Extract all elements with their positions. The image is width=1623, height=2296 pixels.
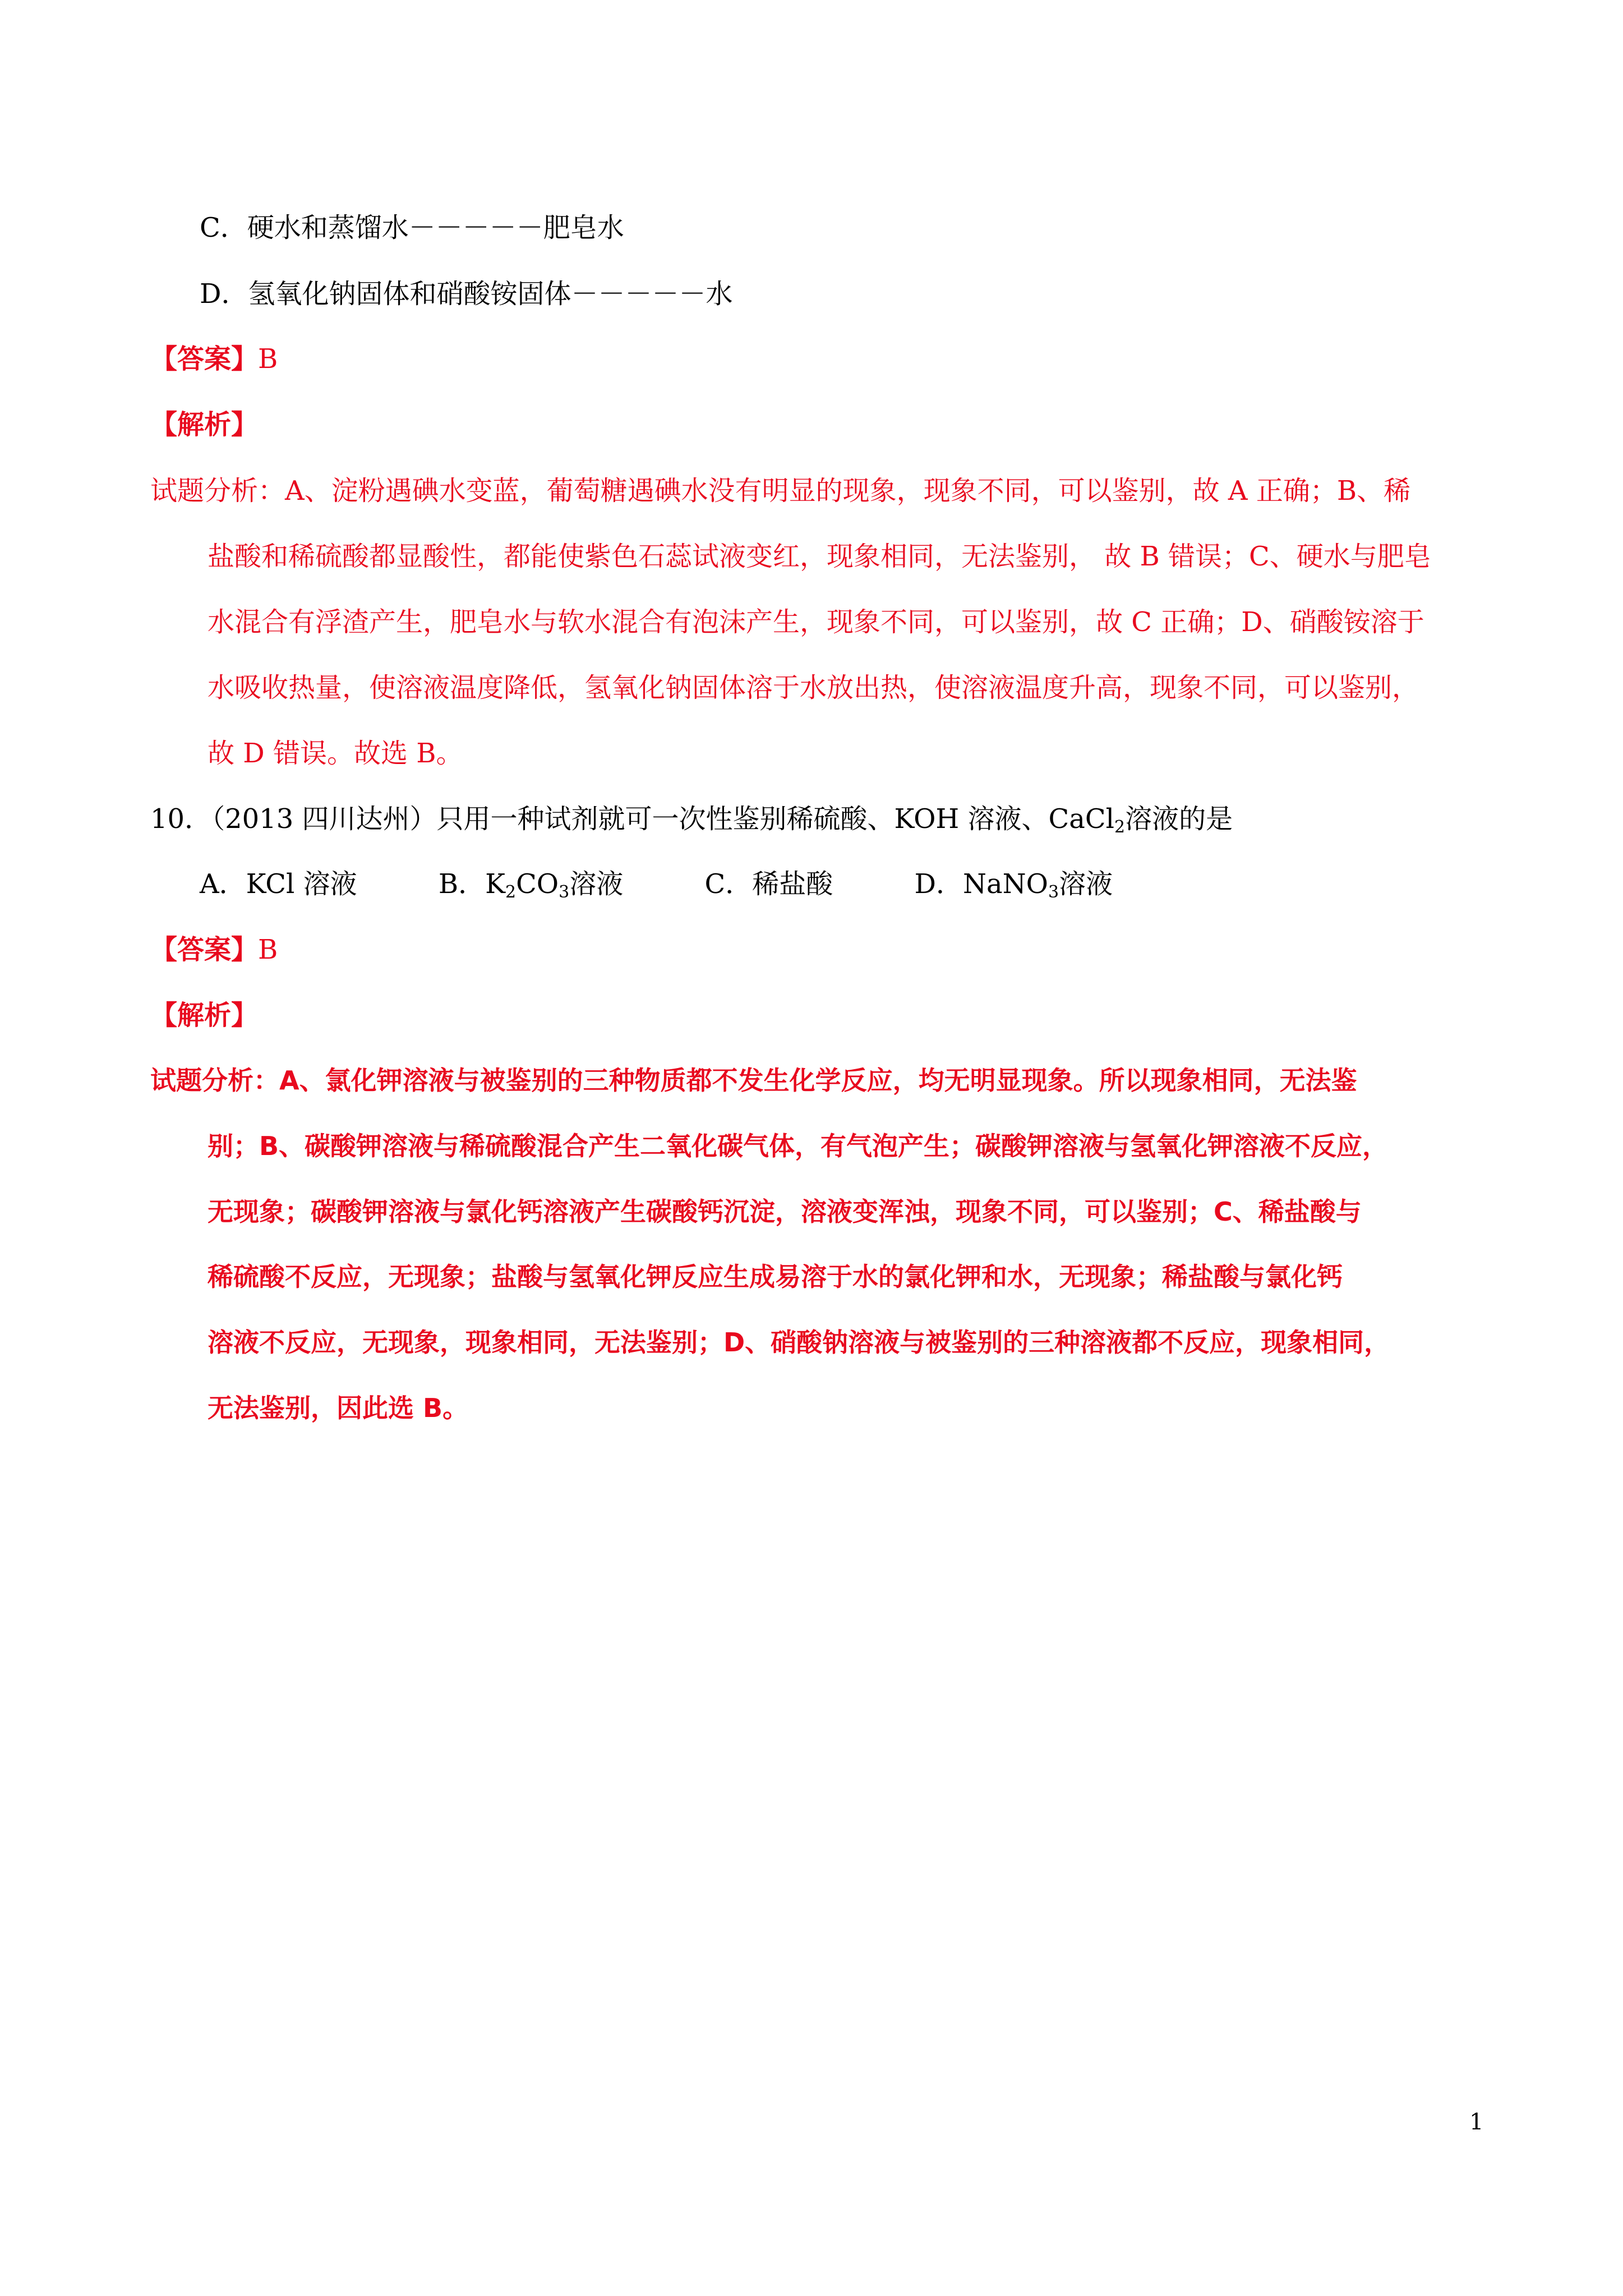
q10-option-d (915, 867, 1113, 901)
q9-analysis-line: 故 D 错误。故选 B。 (208, 738, 463, 769)
option-text: CO (516, 868, 559, 900)
q9-analysis-line: 盐酸和稀硫酸都显酸性，都能使紫色石蕊试液变红，现象相同，无法鉴别， 故 B 错误；C、硬水与肥皂 (208, 541, 1431, 572)
subscript: 2 (505, 882, 517, 902)
q9-option-d: D．氢氧化钠固体和硝酸铵固体－－－－－水 (200, 278, 733, 310)
answer-tag: 【答案】 (150, 343, 259, 375)
option-text: B．K (438, 868, 505, 900)
page-number: 1 (1469, 2109, 1484, 2135)
q10-answer (150, 933, 278, 967)
q10-options (200, 867, 1186, 901)
q10-option-b (439, 867, 623, 901)
q10-analysis-line: 溶液不反应，无现象，现象相同，无法鉴别；D、硝酸钠溶液与被鉴别的三种溶液都不反应，现象相同， (208, 1327, 1390, 1358)
q10-option-c: C．稀盐酸 (704, 868, 833, 900)
q10-stem (150, 802, 1233, 836)
q9-analysis-line: 水吸收热量，使溶液温度降低，氢氧化钠固体溶于水放出热，使溶液温度升高，现象不同，可以鉴别， (208, 672, 1419, 703)
option-text: 溶液 (569, 868, 624, 900)
q9-analysis-line: 试题分析：A、淀粉遇碘水变蓝，葡萄糖遇碘水没有明显的现象，现象不同，可以鉴别，故 A 正确；B、稀 (150, 475, 1411, 507)
answer-tag: 【答案】 (150, 934, 259, 965)
q10-analysis-line: 无现象；碳酸钾溶液与氯化钙溶液产生碳酸钙沉淀，溶液变浑浊，现象不同，可以鉴别；C、稀盐酸与 (208, 1197, 1362, 1227)
option-text: D．NaNO (914, 868, 1048, 900)
q10-analysis-line: 试题分析：A、氯化钾溶液与被鉴别的三种物质都不发生化学反应，均无明显现象。所以现象相同，无法鉴 (150, 1065, 1357, 1096)
q10-analysis-line: 别；B、碳酸钾溶液与稀硫酸混合产生二氧化碳气体，有气泡产生；碳酸钾溶液与氢氧化钾溶液不反应， (208, 1131, 1389, 1161)
q10-analysis-tag: 【解析】 (150, 1000, 259, 1031)
subscript: 3 (1048, 882, 1059, 902)
q10-stem-text: 10．（2013 四川达州）只用一种试剂就可一次性鉴别稀硫酸、KOH 溶液、CaCl (150, 803, 1114, 835)
answer-value: B (258, 343, 278, 375)
q10-stem-text: 溶液的是 (1125, 803, 1233, 835)
q9-answer (150, 342, 278, 376)
q10-analysis-line: 稀硫酸不反应，无现象；盐酸与氢氧化钾反应生成易溶于水的氯化钾和水，无现象；稀盐酸与氯化钙 (208, 1262, 1343, 1292)
q9-analysis-line: 水混合有浮渣产生，肥皂水与软水混合有泡沫产生，现象不同，可以鉴别，故 C 正确；D、硝酸铵溶于 (208, 606, 1424, 638)
subscript: 3 (559, 882, 570, 902)
subscript: 2 (1114, 817, 1126, 837)
q10-option-a: A．KCl 溶液 (200, 868, 357, 900)
q9-option-c: C．硬水和蒸馏水－－－－－肥皂水 (200, 212, 624, 243)
q10-analysis-line: 无法鉴别，因此选 B。 (208, 1393, 469, 1423)
q9-analysis-tag: 【解析】 (150, 409, 259, 440)
option-text: 溶液 (1059, 868, 1113, 900)
answer-value: B (258, 934, 278, 965)
